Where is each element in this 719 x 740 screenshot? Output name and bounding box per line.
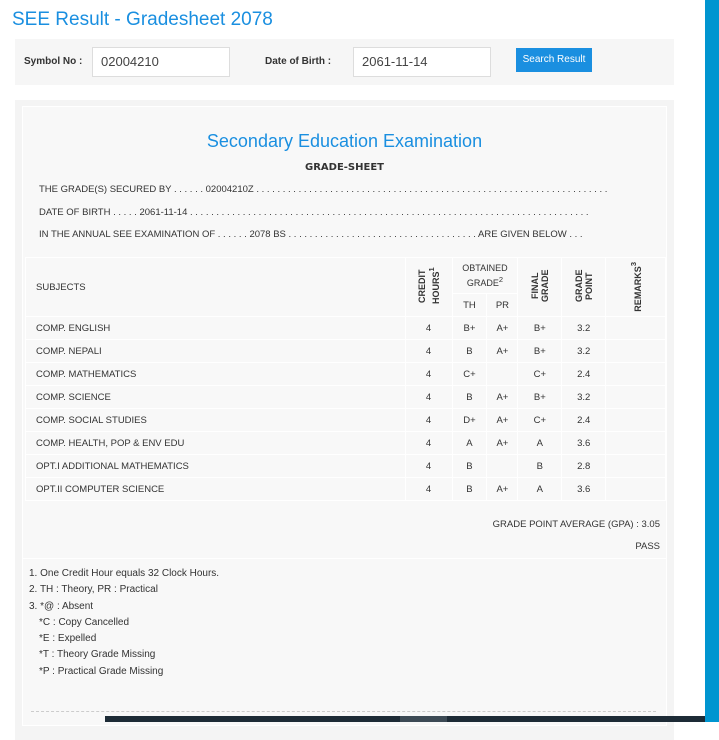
cell-credit: 4: [405, 340, 452, 363]
secured-by-line: THE GRADE(S) SECURED BY . . . . . . 02004210Z . . . . . . . . . . . . . . . . . . . . . . . . . . . . . . . . . . . . . . . . . . . . . . . . . . . . . . . . . . . . . . . . . . .: [39, 184, 608, 195]
cell-subject: COMP. ENGLISH: [26, 317, 406, 340]
cell-gp: 2.8: [562, 455, 606, 478]
dashed-divider: [31, 711, 656, 712]
search-form: [15, 39, 674, 85]
note: *C : Copy Cancelled: [39, 616, 130, 628]
cell-final: B+: [518, 386, 562, 409]
note: *E : Expelled: [39, 633, 97, 645]
cell-th: C+: [452, 363, 487, 386]
cell-gp: 3.6: [562, 432, 606, 455]
cell-credit: 4: [405, 409, 452, 432]
cell-credit: 4: [405, 432, 452, 455]
header-pr: PR: [487, 294, 518, 317]
cell-credit: 4: [405, 455, 452, 478]
table-row: [26, 340, 666, 363]
cell-gp: 3.6: [562, 478, 606, 501]
header-obtained: OBTAINED GRADE$^2$: [452, 258, 518, 294]
cell-final: B+: [518, 340, 562, 363]
cell-final: C+: [518, 409, 562, 432]
cell-final: C+: [518, 363, 562, 386]
cell-gp: 3.2: [562, 386, 606, 409]
cell-final: B: [518, 455, 562, 478]
cell-pr: A+: [487, 432, 518, 455]
cell-subject: COMP. NEPALI: [26, 340, 406, 363]
note: 1. One Credit Hour equals 32 Clock Hours.: [29, 568, 220, 579]
cell-pr: A+: [487, 386, 518, 409]
cell-remarks: [606, 455, 666, 478]
grade-sheet-heading: GRADE-SHEET: [305, 162, 384, 173]
cell-gp: 2.4: [562, 363, 606, 386]
cell-th: B: [452, 455, 487, 478]
symbol-label: Symbol No :: [24, 56, 83, 67]
cell-remarks: [606, 386, 666, 409]
header-remarks: REMARKS$^3$: [606, 258, 666, 317]
search-result-button[interactable]: Search Result: [516, 48, 592, 72]
cell-pr: [487, 455, 518, 478]
cell-gp: 3.2: [562, 317, 606, 340]
table-row: [26, 409, 666, 432]
cell-pr: [487, 363, 518, 386]
table-row: [26, 455, 666, 478]
cell-subject: OPT.I ADDITIONAL MATHEMATICS: [26, 455, 406, 478]
table-row: [26, 386, 666, 409]
cell-pr: A+: [487, 340, 518, 363]
page-scrollbar[interactable]: [705, 0, 719, 722]
cell-remarks: [606, 409, 666, 432]
cell-th: B: [452, 340, 487, 363]
cell-gp: 2.4: [562, 409, 606, 432]
table-row: [26, 317, 666, 340]
cell-subject: COMP. MATHEMATICS: [26, 363, 406, 386]
cell-final: A: [518, 478, 562, 501]
header-gp: GRADE POINT: [562, 258, 606, 317]
table-row: [26, 432, 666, 455]
header-th: TH: [452, 294, 487, 317]
cell-th: B: [452, 478, 487, 501]
header-final: FINAL GRADE: [518, 258, 562, 317]
cell-pr: A+: [487, 317, 518, 340]
result-status: PASS: [635, 541, 660, 552]
cell-remarks: [606, 478, 666, 501]
dob-input[interactable]: 2061-11-14: [353, 47, 491, 77]
cell-pr: A+: [487, 478, 518, 501]
grade-sheet: [22, 106, 667, 726]
cell-credit: 4: [405, 317, 452, 340]
dob-line: DATE OF BIRTH . . . . . 2061-11-14 . . . . . . . . . . . . . . . . . . . . . . . . . . . . . . . . . . . . . . . . . . . . . . . . . . . . . . . . . . . . . . . . . . . . . . . . . . . .: [39, 207, 589, 218]
cell-final: A: [518, 432, 562, 455]
cell-credit: 4: [405, 363, 452, 386]
cell-final: B+: [518, 317, 562, 340]
cell-subject: OPT.II COMPUTER SCIENCE: [26, 478, 406, 501]
cell-remarks: [606, 317, 666, 340]
cell-subject: COMP. SOCIAL STUDIES: [26, 409, 406, 432]
exam-line: IN THE ANNUAL SEE EXAMINATION OF . . . . . . 2078 BS . . . . . . . . . . . . . . . . . . . . . . . . . . . . . . . . . . . . ARE GIVEN BELOW . . .: [39, 229, 583, 240]
cell-remarks: [606, 432, 666, 455]
cell-subject: COMP. SCIENCE: [26, 386, 406, 409]
symbol-input[interactable]: 02004210: [92, 47, 230, 77]
table-row: [26, 363, 666, 386]
divider: [23, 558, 666, 559]
notes: [29, 566, 219, 680]
cell-credit: 4: [405, 386, 452, 409]
dob-label: Date of Birth :: [265, 56, 332, 67]
cell-remarks: [606, 340, 666, 363]
note: 3. *@ : Absent: [29, 600, 94, 612]
cell-th: B+: [452, 317, 487, 340]
header-credit: CREDIT HOURS$^1$: [405, 258, 452, 317]
cell-pr: A+: [487, 409, 518, 432]
exam-title: Secondary Education Examination: [206, 131, 483, 151]
gpa: GRADE POINT AVERAGE (GPA) : 3.05: [492, 519, 660, 530]
cell-subject: COMP. HEALTH, POP & ENV EDU: [26, 432, 406, 455]
cell-gp: 3.2: [562, 340, 606, 363]
table-row: [26, 478, 666, 501]
cell-remarks: [606, 363, 666, 386]
cell-credit: 4: [405, 478, 452, 501]
note: 2. TH : Theory, PR : Practical: [29, 584, 158, 596]
bottom-bar-tab: [400, 716, 447, 722]
grades-table: [25, 257, 666, 501]
header-subjects: SUBJECTS: [26, 258, 406, 317]
cell-th: B: [452, 386, 487, 409]
cell-th: D+: [452, 409, 487, 432]
page-title: SEE Result - Gradesheet 2078: [12, 9, 273, 30]
cell-th: A: [452, 432, 487, 455]
note: *T : Theory Grade Missing: [39, 649, 156, 661]
note: *P : Practical Grade Missing: [39, 665, 164, 677]
